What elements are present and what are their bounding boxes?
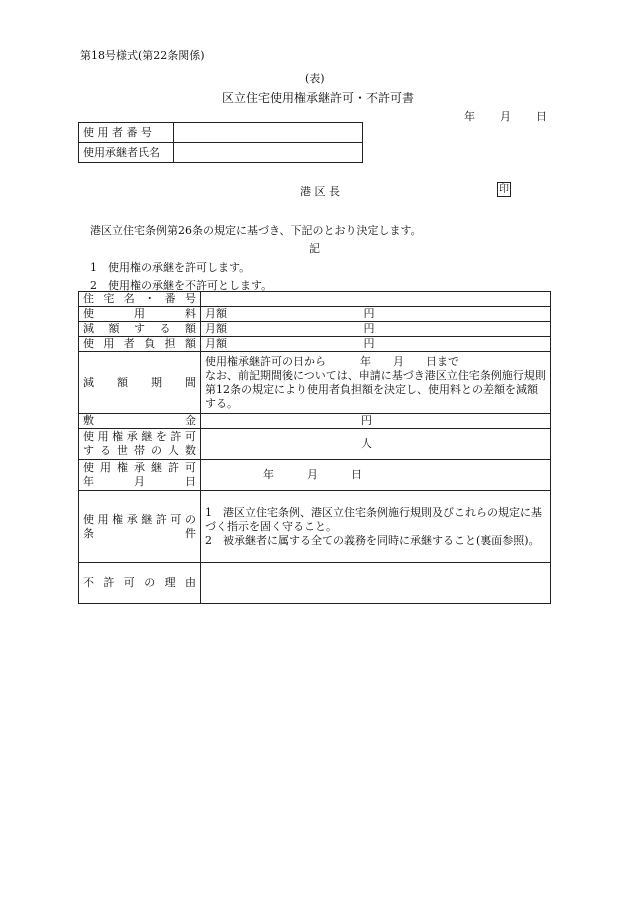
- table-row: [79, 491, 551, 563]
- condition-1: 1 港区立住宅条例、港区立住宅条例施行規則及びこれらの規定に基づく指示を固く守ること。: [205, 505, 542, 533]
- table-row: [79, 414, 551, 429]
- ki-label: 記: [309, 242, 320, 255]
- reduction-yen: 円: [363, 322, 375, 335]
- table-row: [79, 322, 551, 337]
- conditions-label-line2: 条 件: [83, 526, 196, 540]
- rent-value[interactable]: [201, 307, 551, 322]
- period-value: [201, 352, 551, 414]
- permit-date-label-line2: 年 月 日: [83, 475, 196, 488]
- seal-text: 印: [499, 184, 509, 195]
- intro-text: 港区立住宅条例第26条の規定に基づき、下記のとおり決定します。: [90, 224, 422, 237]
- burden-monthly: 月額: [205, 337, 227, 350]
- housing-label: 住 宅 名 ・ 番 号: [79, 292, 201, 307]
- successor-name-value[interactable]: [174, 143, 363, 163]
- condition-2: 2 被承継者に属する全ての義務を同時に承継すること(裏面参照)。: [205, 533, 540, 547]
- main-table: [78, 291, 551, 604]
- period-until: 年 月 日まで: [360, 354, 459, 368]
- period-note: なお、前記期間後については、申請に基づき港区立住宅条例施行規則第12条の規定により使用者負担額を決定し、使用料との差額を減額する。: [205, 368, 546, 410]
- item-deny: 2 使用権の承継を不許可とします。: [90, 279, 273, 292]
- item-permit: 1 使用権の承継を許可します。: [90, 261, 251, 274]
- period-from: 使用権承継許可の日から: [205, 354, 326, 368]
- deposit-value[interactable]: [201, 414, 551, 429]
- table-row: [79, 460, 551, 491]
- table-row: [79, 429, 551, 460]
- table-row: [79, 352, 551, 414]
- table-row: [79, 307, 551, 322]
- burden-yen: 円: [363, 337, 375, 350]
- burden-label: 使 用 者 負 担 額: [79, 337, 201, 352]
- deposit-label: 敷 金: [79, 414, 201, 429]
- user-info-table: [78, 122, 363, 163]
- reason-label: 不 許 可 の 理 由: [79, 563, 201, 604]
- reason-value[interactable]: [201, 563, 551, 604]
- rent-monthly: 月額: [205, 307, 227, 320]
- date-day: 日: [536, 110, 547, 123]
- reduction-value[interactable]: [201, 322, 551, 337]
- document-title: 区立住宅使用権承継許可・不許可書: [222, 91, 415, 105]
- permit-date-value[interactable]: 年 月 日: [201, 460, 551, 491]
- table-row: [79, 337, 551, 352]
- date-month: 月: [500, 110, 511, 123]
- household-value[interactable]: [201, 429, 551, 460]
- form-number: 第18号様式(第22条関係): [80, 49, 205, 62]
- rent-label: 使 用 料: [79, 307, 201, 322]
- issuer-name: 港 区 長: [300, 185, 340, 198]
- reduction-monthly: 月額: [205, 322, 227, 335]
- table-row: [79, 563, 551, 604]
- permit-date-label: [79, 460, 201, 491]
- conditions-value: [201, 491, 551, 563]
- conditions-label: [79, 491, 201, 563]
- deposit-yen: 円: [361, 414, 372, 427]
- period-label: 減 額 期 間: [79, 352, 201, 414]
- household-label-line1: 使用権承継を許可: [83, 430, 196, 443]
- form-side-label: (表): [305, 72, 325, 85]
- household-person: 人: [361, 437, 372, 450]
- housing-value[interactable]: [201, 292, 551, 307]
- successor-name-label: 使用承継者氏名: [79, 143, 174, 163]
- burden-value[interactable]: [201, 337, 551, 352]
- seal-mark: [497, 182, 511, 197]
- table-row: [79, 292, 551, 307]
- date-year: 年: [464, 110, 475, 123]
- household-label-line2: する世帯の人数: [83, 444, 196, 457]
- reduction-label: 減 額 す る 額: [79, 322, 201, 337]
- user-number-value[interactable]: [174, 123, 363, 143]
- rent-yen: 円: [363, 307, 375, 320]
- permit-date-label-line1: 使用権承継許可: [83, 461, 196, 474]
- user-number-label: 使 用 者 番 号: [79, 123, 174, 143]
- conditions-label-line1: 使用権承継許可の: [83, 512, 196, 526]
- household-label: [79, 429, 201, 460]
